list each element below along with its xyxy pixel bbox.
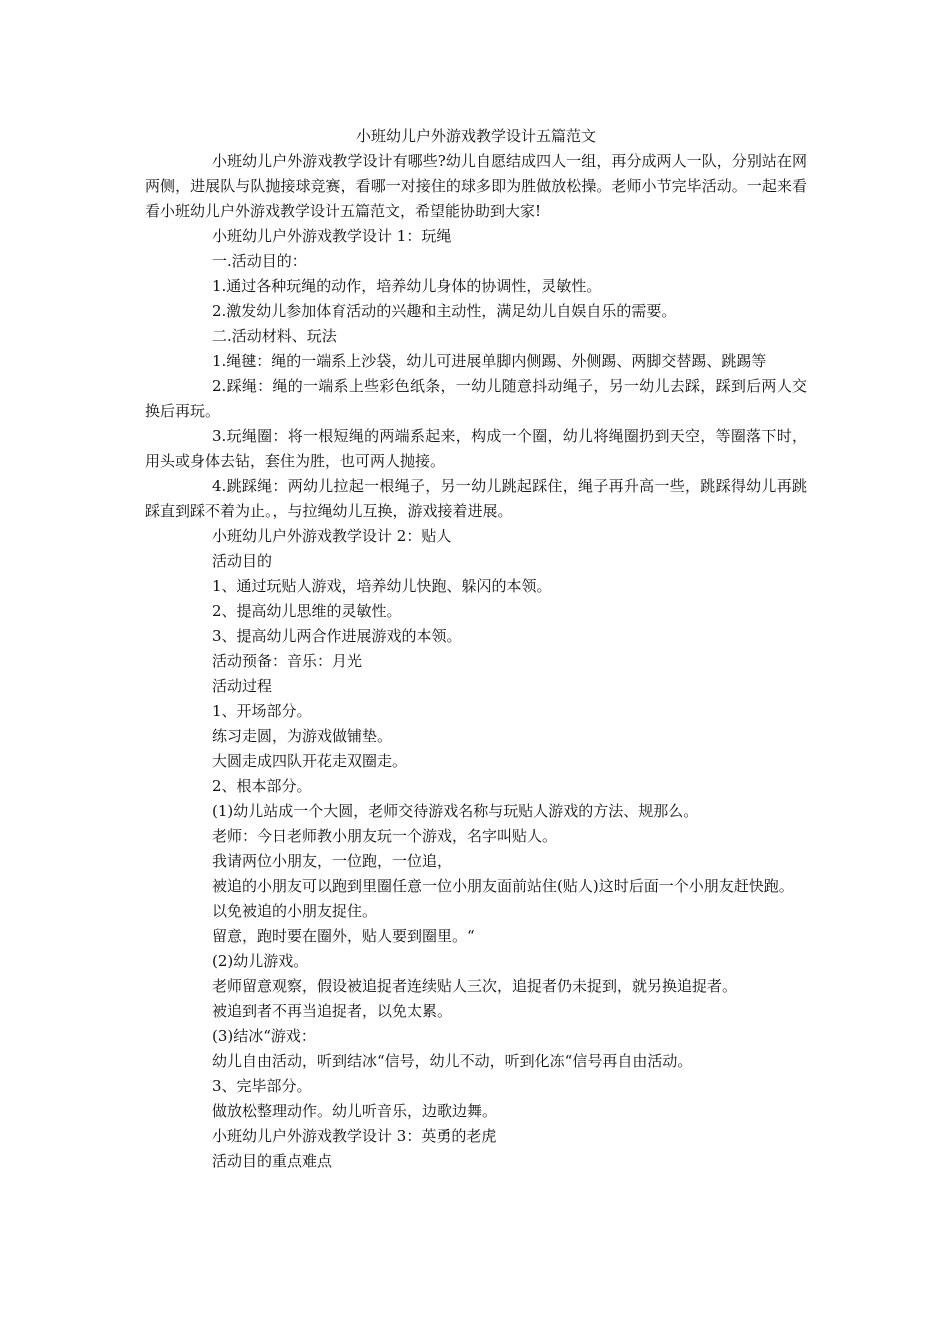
list-item: (2)幼儿游戏。: [212, 952, 309, 970]
preparation-line: 活动预备：音乐：月光: [212, 652, 363, 670]
list-item: (1)幼儿站成一个大圆，老师交待游戏名称与玩贴人游戏的方法、规那么。: [212, 802, 699, 820]
subheading-objectives: 活动目的: [212, 552, 273, 570]
list-item: 4.跳踩绳：两幼儿拉起一根绳子，另一幼儿跳起踩住，绳子再升高一些，跳踩得幼儿再跳踩直到踩不着为止。，与拉绳幼儿互换，游戏接着进展。: [145, 477, 807, 520]
text-line: 老师：今日老师教小朋友玩一个游戏，名字叫贴人。: [212, 827, 558, 845]
subheading-process: 活动过程: [212, 677, 273, 695]
list-item: 2.激发幼儿参加体育活动的兴趣和主动性，满足幼儿自娱自乐的需要。: [212, 302, 677, 320]
text-line: 练习走圆，为游戏做铺垫。: [212, 727, 393, 745]
list-item: (3)结冰“游戏：: [212, 1027, 316, 1045]
text-line: 幼儿自由活动，听到结冰“信号，幼儿不动，听到化冻“信号再自由活动。: [212, 1052, 693, 1070]
list-item: 1.绳毽：绳的一端系上沙袋，幼儿可进展单脚内侧踢、外侧踢、两脚交替踢、跳踢等: [212, 352, 767, 370]
text-line: 大圆走成四队开花走双圈走。: [212, 752, 408, 770]
document-body: [145, 123, 807, 1174]
document-title: 小班幼儿户外游戏教学设计五篇范文: [355, 127, 596, 145]
list-item: 2.踩绳：绳的一端系上些彩色纸条，一幼儿随意抖动绳子，另一幼儿去踩，踩到后两人交换后再玩。: [145, 377, 807, 420]
list-item: 2、提高幼儿思维的灵敏性。: [212, 602, 402, 620]
list-item: 3、完毕部分。: [212, 1077, 312, 1095]
list-item: 2、根本部分。: [212, 777, 312, 795]
text-line: 老师留意观察，假设被追捉者连续贴人三次，追捉者仍未捉到，就另换追捉者。: [212, 977, 738, 995]
text-line: 留意，跑时要在圈外，贴人要到圈里。“: [212, 927, 475, 945]
text-line: 被追到者不再当追捉者，以免太累。: [212, 1002, 453, 1020]
list-item: 1.通过各种玩绳的动作，培养幼儿身体的协调性，灵敏性。: [212, 277, 602, 295]
list-item: 3.玩绳圈：将一根短绳的两端系起来，构成一个圈，幼儿将绳圈扔到天空，等圈落下时，用头或身体去钻，套住为胜，也可两人抛接。: [145, 427, 807, 470]
section-heading-2: 小班幼儿户外游戏教学设计 2：贴人: [212, 527, 452, 545]
text-line: 被追的小朋友可以跑到里圈任意一位小朋友面前站住(贴人)这时后面一个小朋友赶快跑。: [212, 877, 794, 895]
text-line: 以免被追的小朋友捉住。: [212, 902, 378, 920]
text-line: 我请两位小朋友，一位跑，一位追，: [212, 852, 453, 870]
intro-paragraph: 小班幼儿户外游戏教学设计有哪些?幼儿自愿结成四人一组，再分成两人一队，分别站在网两侧，进展队与队抛接球竞赛，看哪一对接住的球多即为胜做放松操。老师小节完毕活动。一起来看看小班幼儿户外游戏教学设计五篇范文，希望能协助到大家!: [145, 152, 807, 220]
subheading-objectives: 一.活动目的：: [212, 252, 307, 270]
list-item: 3、提高幼儿两合作进展游戏的本领。: [212, 627, 462, 645]
text-line: 做放松整理动作。幼儿听音乐，边歌边舞。: [212, 1102, 498, 1120]
subheading-materials: 二.活动材料、玩法: [212, 327, 337, 345]
subheading-objectives: 活动目的重点难点: [212, 1152, 333, 1170]
section-heading-1: 小班幼儿户外游戏教学设计 1：玩绳: [212, 227, 452, 245]
list-item: 1、开场部分。: [212, 702, 312, 720]
section-heading-3: 小班幼儿户外游戏教学设计 3：英勇的老虎: [212, 1127, 497, 1145]
list-item: 1、通过玩贴人游戏，培养幼儿快跑、躲闪的本领。: [212, 577, 552, 595]
